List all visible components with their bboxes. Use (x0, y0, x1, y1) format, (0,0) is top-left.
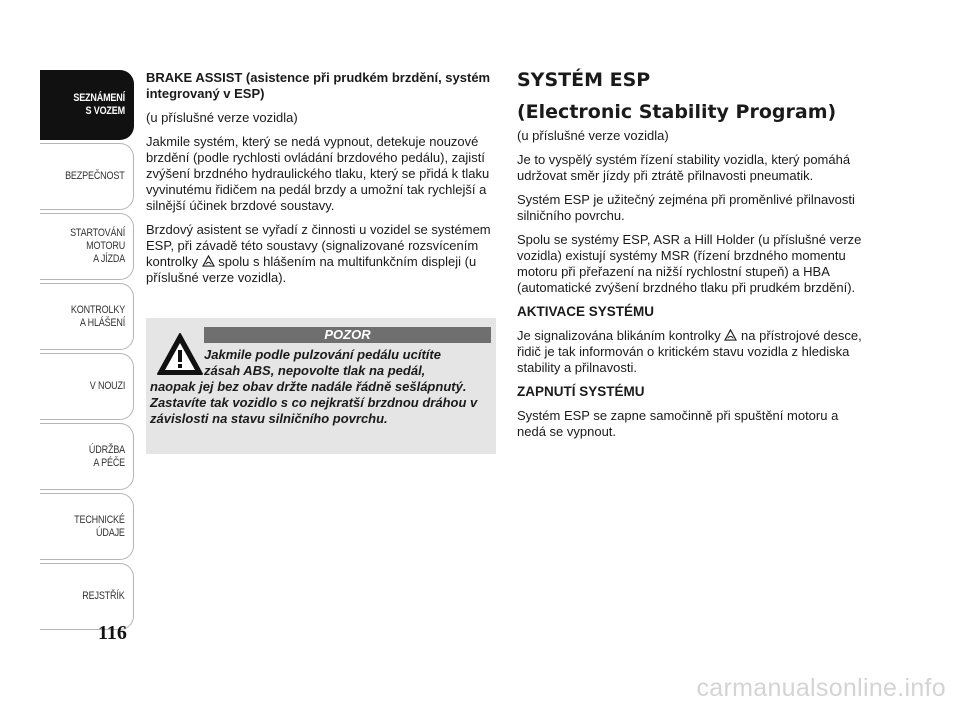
esp-paragraph-2: Systém ESP je užitečný zejména při proměnlivé přilnavosti silničního povrchu. (517, 192, 855, 223)
warning-line-1: Jakmile podle pulzování pedálu ucítíte (204, 347, 441, 362)
esp-paragraph-4 (517, 328, 867, 376)
tab-label: REJSTŘÍK (82, 590, 125, 602)
right-column (517, 68, 867, 448)
tab-label: BEZPEČNOST (65, 170, 125, 182)
esp-warning-light-icon (202, 255, 215, 267)
tab-rejstrik[interactable] (40, 563, 134, 630)
brake-assist-paragraph-1: Jakmile systém, který se nedá vypnout, detekuje nouzové brzdění (podle rychlosti ovládání brzdového pedálu), zajistí zvýšení brzdného hydraulického tlaku, který se přidá k tlaku vyvinutému řidičem na pedál brzdy a umožní tak rychlejší a silnější účinek brzdové soustavy. (146, 134, 490, 213)
left-column (146, 70, 498, 294)
warning-rest: naopak jej bez obav držte nadále řádně sešlápnutý. Zastavíte tak vozidlo s co nejkratší brzdnou dráhou v závislosti na stavu silničního povrchu. (150, 379, 478, 426)
paragraph-text: Je signalizována blikáním kontrolky (517, 328, 721, 343)
esp-title-line-2: (Electronic Stability Program) (517, 101, 837, 123)
watermark: carmanualsonline.info (696, 674, 946, 702)
tab-label: TECHNICKÉ ÚDAJE (74, 513, 125, 539)
brake-assist-subheading: (u příslušné verze vozidla) (146, 110, 298, 125)
warning-text (150, 347, 490, 427)
tab-v-nouzi[interactable] (40, 353, 134, 420)
warning-line-2: zásah ABS, nepovolte tlak na pedál, (204, 363, 426, 378)
warning-title: POZOR (204, 327, 491, 343)
paragraph-text: Brzdový asistent se vyřadí z činnosti u vozidel se systémem ESP, při závadě této soustavy (signalizované rozsvícením kontrolky (146, 222, 491, 269)
esp-warning-light-icon (724, 329, 737, 341)
esp-paragraph-5: Systém ESP se zapne samočinně při spuštění motoru a nedá se vypnout. (517, 408, 839, 439)
paragraph-text: spolu s hlášením na multifunkčním displeji (u příslušné verze vozidla). (146, 254, 477, 285)
esp-subheading: (u příslušné verze vozidla) (517, 128, 669, 143)
section-heading-aktivace: AKTIVACE SYSTÉMU (517, 304, 655, 319)
tab-label: STARTOVÁNÍ MOTORU A JÍZDA (69, 227, 125, 265)
esp-title-line-1: SYSTÉM ESP (517, 69, 651, 91)
tab-bezpecnost[interactable] (40, 143, 134, 210)
brake-assist-heading: BRAKE ASSIST (asistence při prudkém brzdění, systém integrovaný v ESP) (146, 70, 491, 101)
warning-box (146, 318, 496, 454)
chapter-tabs (40, 70, 134, 633)
tab-technicke-udaje[interactable] (40, 493, 134, 560)
tab-kontrolky[interactable] (40, 283, 134, 350)
tab-label: V NOUZI (89, 380, 125, 392)
tab-label: KONTROLKY A HLÁŠENÍ (70, 303, 125, 329)
section-heading-zapnuti: ZAPNUTÍ SYSTÉMU (517, 384, 645, 399)
esp-paragraph-1: Je to vyspělý systém řízení stability vozidla, který pomáhá udržovat směr jízdy při ztrátě přilnavosti pneumatik. (517, 152, 851, 183)
tab-startovani-motoru[interactable] (40, 213, 134, 280)
tab-label: ÚDRŽBA A PÉČE (88, 443, 125, 469)
tab-udrzba[interactable] (40, 423, 134, 490)
esp-paragraph-3: Spolu se systémy ESP, ASR a Hill Holder (u příslušné verze vozidla) existují systémy MSR (řízení brzdného momentu motoru při přeřazení na nižší rychlostní stupeň) a HBA (automatické zvýšení brzdného tlaku při prudkém brzdění). (517, 232, 862, 295)
brake-assist-paragraph-2 (146, 222, 498, 286)
tab-label: SEZNÁMENÍ S VOZEM (73, 92, 125, 117)
paragraph-text: na přístrojové desce, řidič je tak informován o kritickém stavu vozidla z hlediska stability a přilnavosti. (517, 328, 862, 375)
page-number: 116 (98, 622, 127, 644)
tab-seznameni-s-vozem[interactable] (40, 70, 134, 140)
